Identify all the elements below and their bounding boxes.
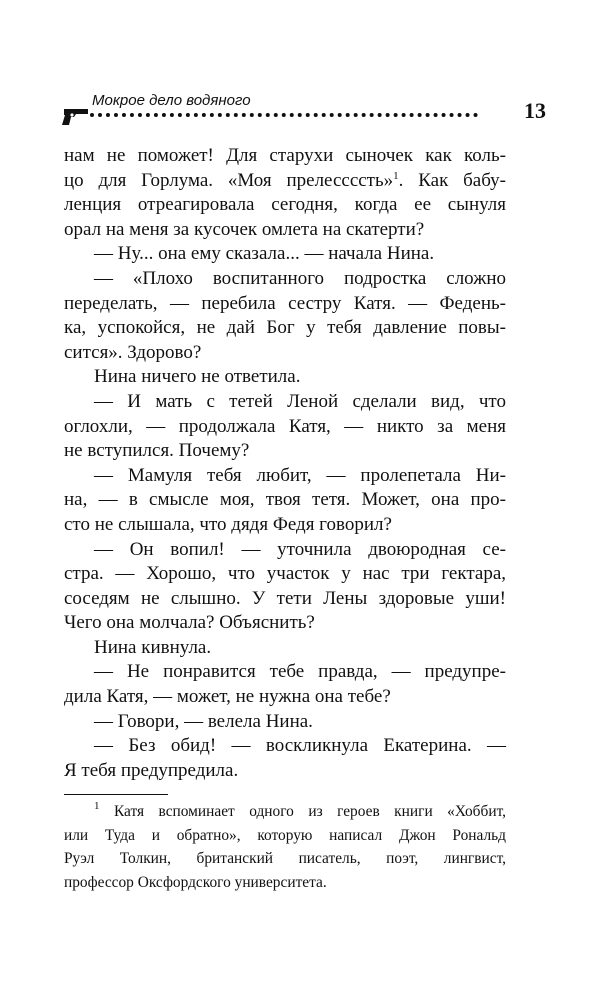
text-line: — Мамуля тебя любит, — пролепетала Ни- (94, 464, 506, 486)
text-line: не вступился. Почему? (64, 440, 250, 462)
text-line: — Он вопил! — уточнила двоюродная се- (94, 538, 506, 560)
text-line: цо для Горлума. «Моя прелессссть»$^1$. Как бабу- (64, 169, 506, 191)
text-line: Чего она молчала? Объяснить? (64, 612, 315, 634)
text-line: соседям не слышно. У тети Лены здоровые уши! (64, 587, 506, 609)
text-line: Нина кивнула. (94, 636, 212, 658)
text-line: — «Плохо воспитанного подростка сложно (94, 267, 506, 289)
text-line: на, — в смысле моя, твоя тетя. Может, она про- (64, 489, 506, 511)
footnote-line: или Туда и обратно», которую написал Джон Рональд (64, 826, 506, 844)
footnote-line: профессор Оксфордского университета. (64, 873, 327, 891)
text-line: — И мать с тетей Леной сделали вид, что (94, 390, 506, 412)
footnote (64, 800, 506, 894)
footnote-marker: 1 (94, 800, 100, 812)
text-line: оглохли, — продолжала Катя, — никто за меня (64, 415, 506, 437)
text-line: — Ну... она ему сказала... — начала Нина. (94, 243, 435, 265)
footnote-reference: 1 (393, 169, 399, 182)
footnote-line: $^1$ Катя вспоминает одного из героев книги «Хоббит, (94, 800, 506, 820)
footnote-line: Руэл Толкин, британский писатель, поэт, лингвист, (64, 850, 506, 868)
page-number: 13 (524, 98, 546, 123)
text-line: нам не поможет! Для старухи сыночек как коль- (64, 145, 506, 166)
text-line: — Говори, — велела Нина. (94, 710, 313, 732)
text-line: сто не слышала, что дядя Федя говорил? (64, 513, 392, 535)
text-line: переделать, — перебила сестру Катя. — Федень- (64, 292, 506, 314)
header-dotted-leader (90, 113, 478, 117)
text-line: ленция отреагировала сегодня, когда ее сынуля (64, 194, 506, 216)
text-line: орал на меня за кусочек омлета на скатерти? (64, 218, 425, 240)
text-line: сится». Здорово? (64, 341, 202, 363)
footnote-separator (64, 794, 168, 795)
text-line: — Без обид! — воскликнула Екатерина. — (94, 735, 506, 757)
text-line: ка, успокойся, не дай Бог у тебя давление повы- (64, 317, 506, 339)
text-line: дила Катя, — может, не нужна она тебе? (64, 686, 391, 708)
text-line: — Не понравится тебе правда, — предупре- (94, 661, 506, 683)
body-text (64, 144, 506, 783)
page-header (60, 92, 546, 132)
running-title: Мокрое дело водяного (92, 92, 251, 109)
text-line: Я тебя предупредила. (64, 759, 239, 781)
revolver-icon (60, 106, 90, 126)
text-line: Нина ничего не ответила. (94, 366, 301, 388)
text-line: стра. — Хорошо, что участок у нас три гектара, (64, 563, 506, 585)
